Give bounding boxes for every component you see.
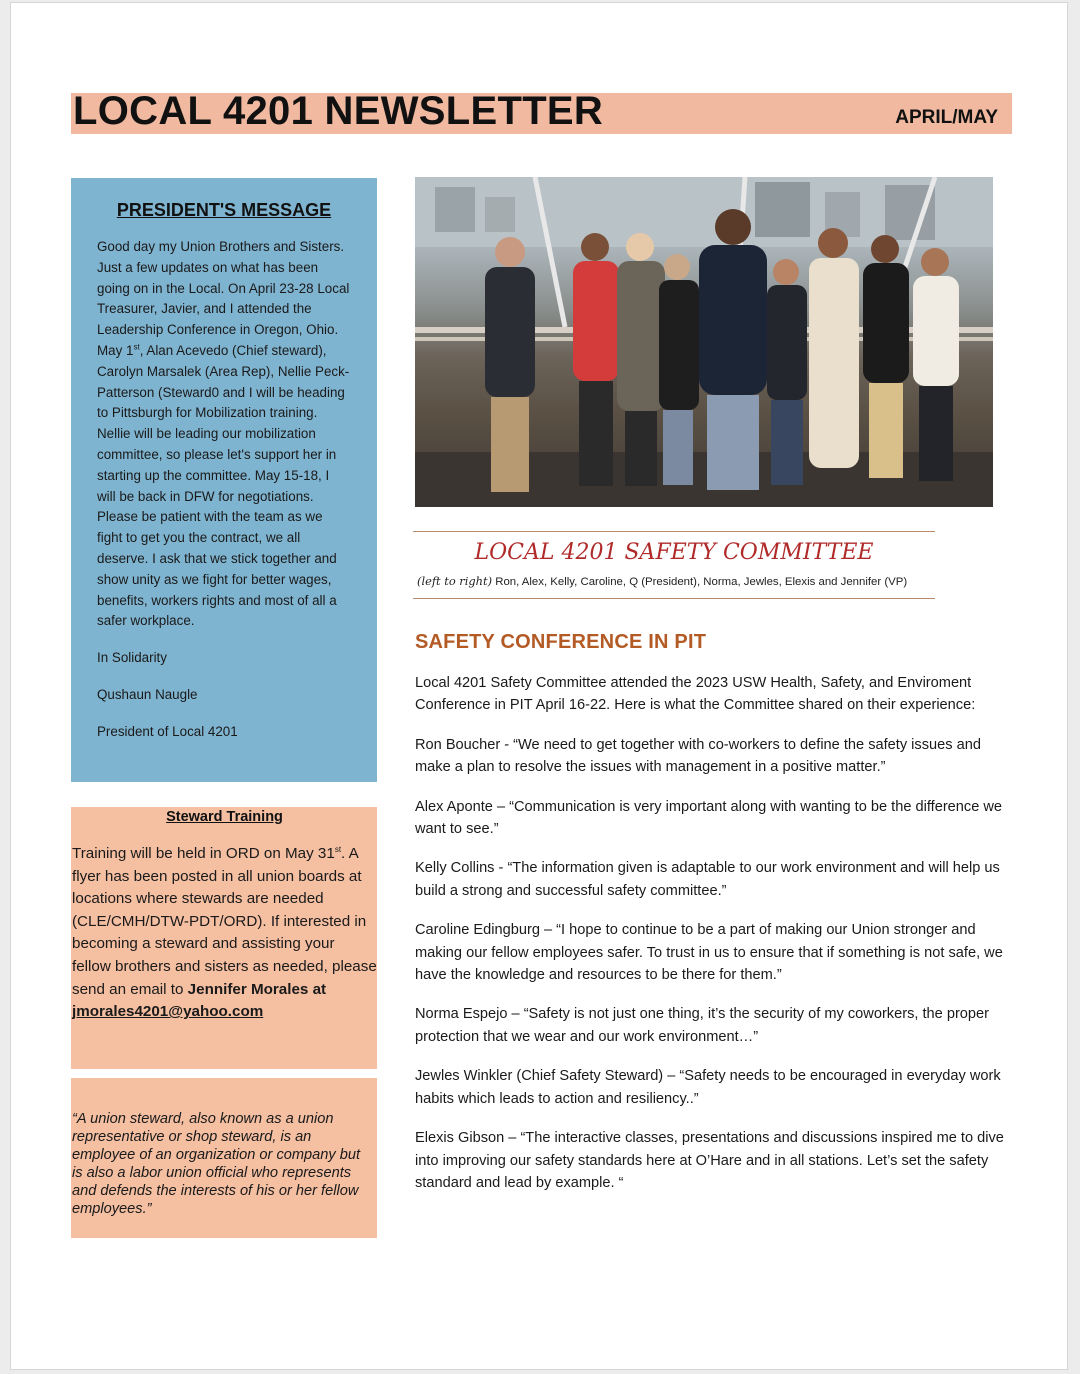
contact-name: Jennifer Morales at [187,980,327,998]
quote-paragraph: Jewles Winkler (Chief Safety Steward) – “Safety needs to be encouraged in everyday work habits which leads to action and resiliency..” [415,1068,1001,1107]
contact-email-link[interactable]: jmorales4201@yahoo.com [72,1003,264,1021]
newsletter-page [10,2,1068,1370]
steward-training-box [71,807,377,1069]
quote-paragraph: Kelly Collins - “The information given is adaptable to our work environment and will help us build a strong and successful safety committee.” [415,860,1000,899]
signature-title: President of Local 4201 [97,723,238,739]
presidents-message-box [71,178,377,782]
presidents-message-body [97,237,351,632]
steward-training-text-2: . A flyer has been posted in all union boards at locations where stewards are needed (CLE/CMH/DTW-PDT/ORD). If interested in becoming a steward and assisting your fellow brothers and sisters as needed, please send an email to [72,845,377,998]
group-photo-icon [415,177,993,507]
quote-paragraph: Elexis Gibson – “The interactive classes, presentations and discussions inspired me to dive into improving our safety standards here at O’Hare and in all stations. Let’s set the safety standard and lead by example. “ [415,1130,1004,1191]
photo-caption-names [417,574,907,588]
steward-training-sup: st [334,844,342,854]
masthead [71,89,1012,134]
quote-paragraph: Caroline Edingburg – “I hope to continue to be a part of making our Union stronger and making our fellow employees safer. To trust in us to ensure that if something is not safe, we have the knowledge and resources to be there for them.” [415,922,1003,984]
names-list: Ron, Alex, Kelly, Caroline, Q (President), Norma, Jewles, Elexis and Jennifer (VP) [492,576,908,588]
article-heading: SAFETY CONFERENCE IN PIT [415,631,707,653]
issue-date: APRIL/MAY [895,107,998,128]
closing: In Solidarity [97,650,167,666]
quote-paragraph: Ron Boucher - “We need to get together with co-workers to define the safety issues and make a plan to resolve the issues with management in a positive matter.” [415,736,981,776]
group-photo [415,177,993,507]
steward-training-body [72,843,377,1024]
steward-definition-box [71,1078,377,1238]
quote-paragraph: Norma Espejo – “Safety is not just one thing, it’s the security of my coworkers, the proper protection that we wear and our work environment…” [415,1006,990,1045]
left-to-right-label: (left to right) [417,574,493,588]
presidents-message-sup: st [133,342,140,352]
quote-paragraph: Alex Aponte – “Communication is very important along with wanting to be the difference we want to see.” [415,798,1003,838]
newsletter-title: LOCAL 4201 NEWSLETTER [73,89,604,133]
steward-training-heading: Steward Training [166,809,283,825]
presidents-message-text-2: , Alan Acevedo (Chief steward), Carolyn Marsalek (Area Rep), Nellie Peck-Patterson (Steward0 and I will be heading to Pittsburgh for Mobilization training. Nellie will be leading our mobilization committee, so please let's support her in starting up the committee. May 15-18, I will be back in DFW for negotiations. Please be patient with the team as we fight to get you the contract, we all deserve. I ask that we stick together and show unity as we fight for better wages, benefits, workers rights and most of all a safer workplace. [97,342,350,629]
article-intro: Local 4201 Safety Committee attended the 2023 USW Health, Safety, and Enviroment Conference in PIT April 16-22. Here is what the Committee shared on their experience: [415,675,976,714]
steward-training-text-1: Training will be held in ORD on May 31 [72,845,335,862]
safety-committee-title: LOCAL 4201 SAFETY COMMITTEE [474,540,874,565]
signature: Qushaun Naugle [97,686,198,702]
steward-definition-quote: “A union steward, also known as a union representative or shop steward, is an employee of an organization or company but is also a labor union official who represents and defends the interests of his or her fellow employees.” [72,1111,360,1217]
photo-caption [413,531,935,599]
presidents-message-heading: PRESIDENT'S MESSAGE [116,200,332,220]
presidents-message-text-1: Good day my Union Brothers and Sisters. Just a few updates on what has been going on in the Local. On April 23-28 Local Treasurer, Javier, and I attended the Leadership Conference in Oregon, Ohio. May 1 [97,239,350,358]
safety-conference-article [415,631,1015,1211]
